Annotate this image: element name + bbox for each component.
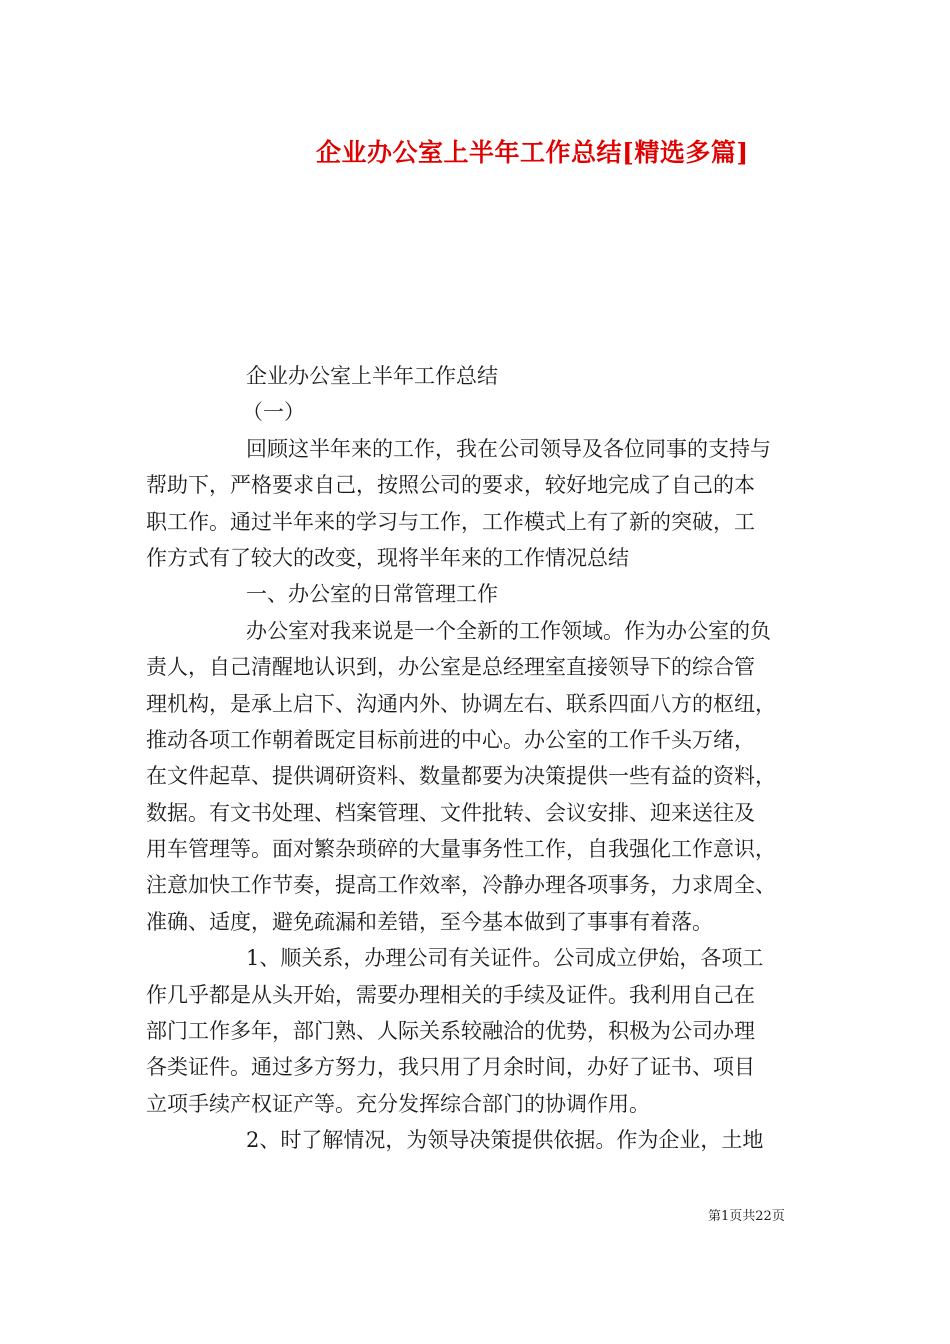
document-body bbox=[146, 358, 826, 1159]
body-line: 准确、适度，避免疏漏和差错，至今基本做到了事事有着落。 bbox=[146, 909, 713, 934]
body-line: 用车管理等。面对繁杂琐碎的大量事务性工作，自我强化工作意识， bbox=[146, 837, 776, 862]
body-line: 帮助下，严格要求自己，按照公司的要求，较好地完成了自己的本 bbox=[146, 473, 755, 498]
body-line: 职工作。通过半年来的学习与工作，工作模式上有了新的突破，工 bbox=[146, 509, 755, 534]
body-line: 推动各项工作朝着既定目标前进的中心。办公室的工作千头万绪， bbox=[146, 727, 755, 752]
body-line: 注意加快工作节奏，提高工作效率，冷静办理各项事务，力求周全、 bbox=[146, 873, 776, 898]
body-line: 一、办公室的日常管理工作 bbox=[246, 582, 498, 607]
body-line: 在文件起草、提供调研资料、数量都要为决策提供一些有益的资料， bbox=[146, 764, 776, 789]
body-line: 理机构，是承上启下、沟通内外、协调左右、联系四面八方的枢纽， bbox=[146, 691, 776, 716]
body-line: 作几乎都是从头开始，需要办理相关的手续及证件。我利用自己在 bbox=[146, 982, 755, 1007]
body-line: 办公室对我来说是一个全新的工作领域。作为办公室的负 bbox=[246, 618, 771, 643]
body-line: 各类证件。通过多方努力，我只用了月余时间，办好了证书、项目 bbox=[146, 1055, 755, 1080]
body-line: 数据。有文书处理、档案管理、文件批转、会议安排、迎来送往及 bbox=[146, 800, 755, 825]
body-line: 2、时了解情况，为领导决策提供依据。作为企业，土地 bbox=[246, 1128, 764, 1153]
body-line: 部门工作多年，部门熟、人际关系较融洽的优势，积极为公司办理 bbox=[146, 1019, 755, 1044]
body-line: 作方式有了较大的改变，现将半年来的工作情况总结 bbox=[146, 545, 629, 570]
body-line: 回顾这半年来的工作，我在公司领导及各位同事的支持与 bbox=[246, 436, 771, 461]
body-line: 责人，自己清醒地认识到，办公室是总经理室直接领导下的综合管 bbox=[146, 655, 755, 680]
page-number-footer: 第1页共22页 bbox=[708, 1209, 785, 1224]
body-line: （一） bbox=[242, 400, 305, 425]
body-line: 1、顺关系，办理公司有关证件。公司成立伊始，各项工 bbox=[246, 946, 764, 971]
body-line: 企业办公室上半年工作总结 bbox=[246, 364, 498, 388]
body-line: 立项手续产权证产等。充分发挥综合部门的协调作用。 bbox=[146, 1091, 650, 1116]
document-title: 企业办公室上半年工作总结[精选多篇] bbox=[316, 138, 749, 167]
